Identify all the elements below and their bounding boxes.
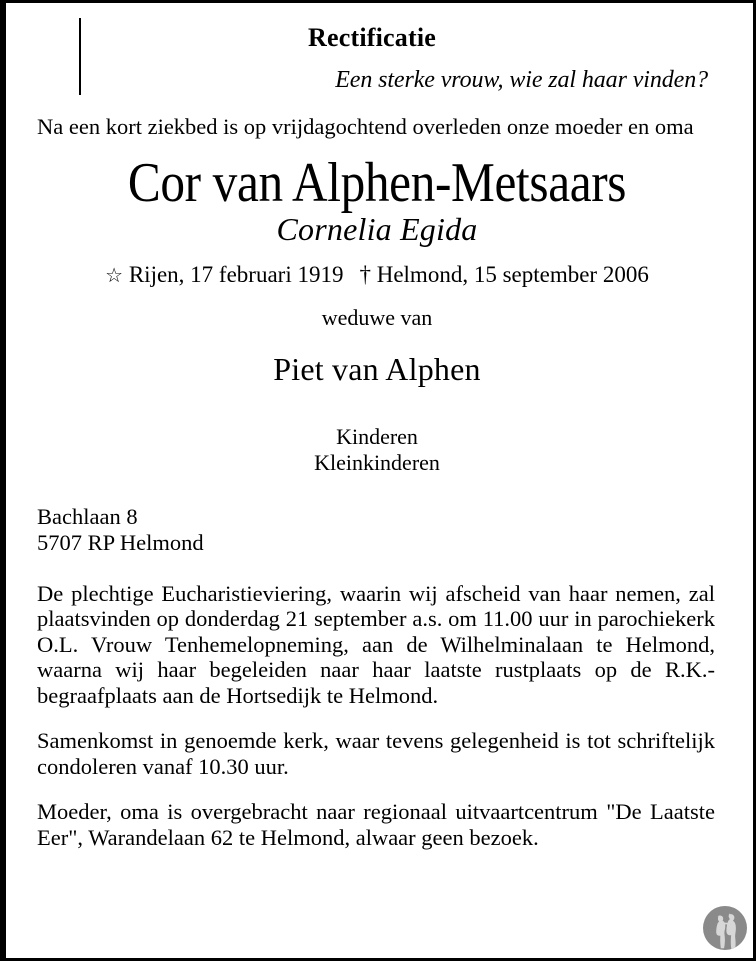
survivor-line: Kleinkinderen (314, 449, 440, 475)
logo-figures-icon (703, 906, 747, 950)
notice-header (37, 3, 717, 101)
intro-text: Na een kort ziekbed is op vrijdagochtend overleden onze moeder en oma (37, 114, 694, 139)
birth-text: Rijen, 17 februari 1919 (128, 261, 344, 287)
star-icon: ☆ (105, 264, 124, 287)
deceased-formal-name: Cornelia Egida (276, 210, 478, 247)
notice-inner (6, 3, 753, 958)
funeral-centre-paragraph: Moeder, oma is overgebracht naar regionaal uitvaartcentrum "De Laatste Eer", Warandelaan 62 te Helmond, alwaar geen bezoek. (37, 799, 715, 850)
gathering-paragraph: Samenkomst in genoemde kerk, waar tevens gelegenheid is tot schriftelijk condoleren vanaf 10.30 uur. (37, 728, 715, 779)
notice-title: Rectificatie (308, 23, 436, 52)
death-text: Helmond, 15 september 2006 (376, 261, 649, 287)
address-line: 5707 RP Helmond (37, 529, 204, 555)
notice-motto: Een sterke vrouw, wie zal haar vinden? (335, 67, 708, 94)
birth-death-line (37, 262, 717, 289)
deceased-name: Cor van Alphen-Metsaars (127, 151, 627, 214)
survivor-line: Kinderen (336, 423, 418, 449)
spouse-name: Piet van Alphen (273, 350, 481, 387)
ceremony-paragraph: De plechtige Eucharistieviering, waarin wij afscheid van haar nemen, zal plaatsvinden op donderdag 21 september a.s. om 11.00 uur in parochiekerk O.L. Vrouw Tenhemelopneming, aan de Wilhelminalaan te Helmond, waarna wij haar begeleiden naar haar laatste rustplaats op de R.K.-begraafplaats aan de Hortsedijk te Helmond. (37, 580, 715, 708)
funeral-home-logo (703, 906, 747, 950)
address-line: Bachlaan 8 (37, 503, 138, 529)
address-block (37, 504, 717, 556)
survivors-block (37, 424, 717, 476)
cross-icon: † (359, 261, 371, 287)
header-vertical-rule (79, 18, 81, 95)
relation-label: weduwe van (321, 304, 433, 330)
